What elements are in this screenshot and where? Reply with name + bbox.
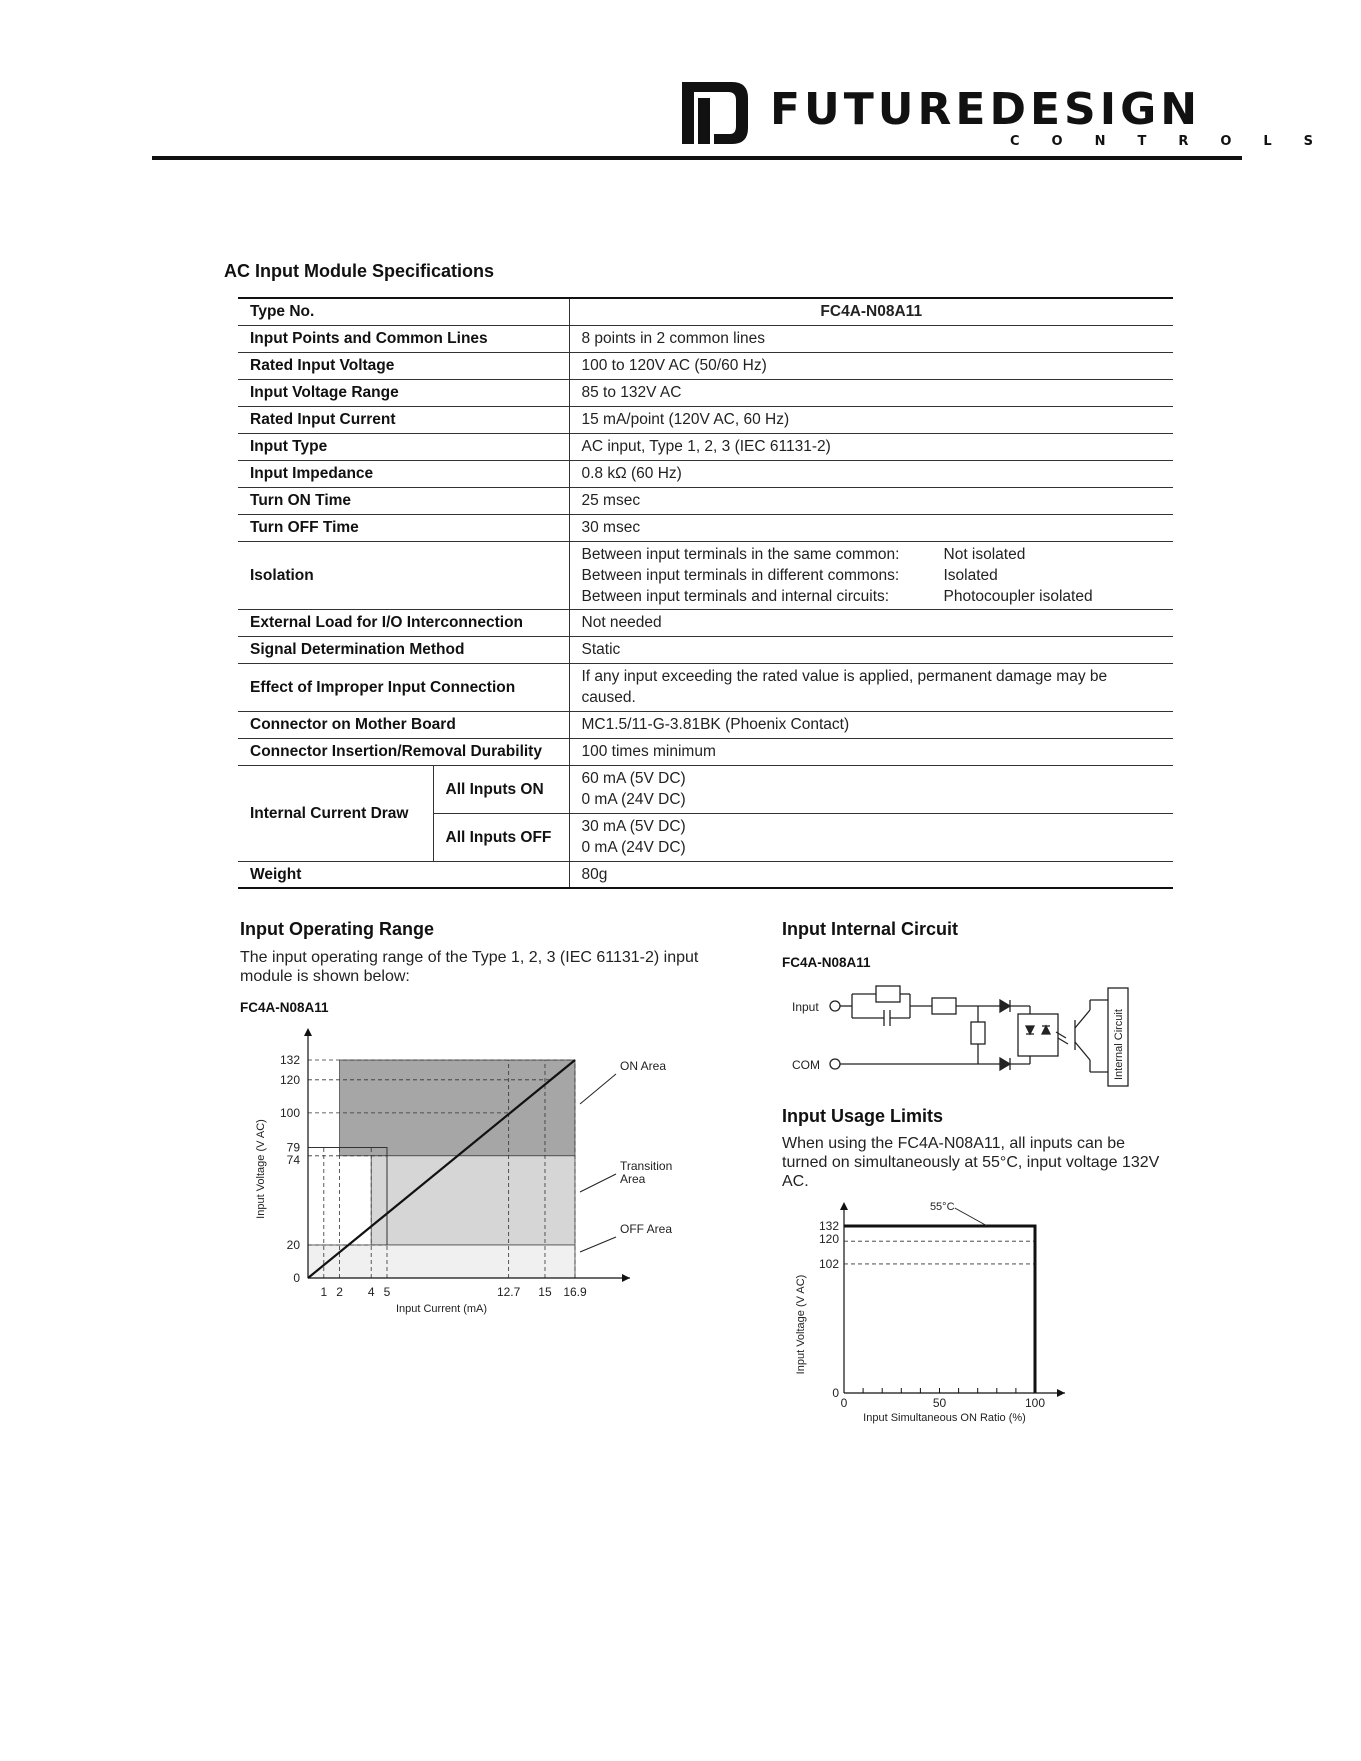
isolation-condition: Between input terminals in the same common: [581,545,900,563]
diode-icon [1000,1000,1010,1012]
input-terminal-icon [830,1001,840,1011]
led-icon [1026,1026,1034,1034]
y-tick-label: 74 [286,1152,300,1167]
current-draw-value: 0 mA (24V DC) [581,839,686,856]
spec-value: Not needed [569,609,1173,636]
isolation-condition: Between input terminals and internal circuits: [581,587,890,605]
y-axis-arrow-icon [304,1028,312,1036]
table-row [238,352,1173,379]
region-leader [580,1174,616,1192]
spec-label: Rated Input Voltage [238,352,569,379]
table-row [238,379,1173,406]
internal-circuit-diagram [790,980,1130,1095]
y-tick-label: 132 [279,1053,300,1067]
isolation-condition: Between input terminals in different commons: [581,566,900,584]
x-axis-arrow-icon [622,1274,630,1282]
region-label: OFF Area [620,1222,673,1236]
table-row [238,325,1173,352]
spec-value: 100 times minimum [569,738,1173,765]
region-label: Transition [620,1159,673,1173]
temperature-annotation: 55°C [929,1201,955,1213]
spec-value: 15 mA/point (120V AC, 60 Hz) [569,406,1173,433]
spec-label: Input Points and Common Lines [238,325,569,352]
spec-label: Type No. [238,298,569,325]
region-label: Area [620,1172,646,1186]
usage-limits-text: When using the FC4A-N08A11, all inputs can be turned on simultaneously at 55°C, input voltage 132V AC. [782,1135,1160,1190]
y-axis-arrow-icon [840,1202,848,1210]
table-row [238,636,1173,663]
table-row [238,541,1173,609]
x-tick-label: 4 [367,1285,375,1299]
spec-label: Isolation [238,541,569,609]
current-draw-off-label: All Inputs OFF [433,813,569,861]
x-tick-label: 16.9 [563,1285,587,1299]
y-tick-label: 20 [286,1237,300,1252]
brand-subtitle: CONTROLS [1010,134,1346,149]
spec-value: FC4A-N08A11 [569,298,1173,325]
x-tick-label: 50 [932,1396,947,1410]
y-tick-label: 100 [279,1105,300,1120]
spec-label: Connector on Mother Board [238,711,569,738]
shunt-resistor-icon [971,1022,985,1044]
spec-value: 85 to 132V AC [569,379,1173,406]
y-tick-label: 79 [286,1140,300,1155]
y-tick-label: 0 [832,1386,839,1400]
internal-circuit-model: FC4A-N08A11 [782,955,871,970]
y-axis-label: Input Voltage (V AC) [255,1119,267,1219]
spec-value: 100 to 120V AC (50/60 Hz) [569,352,1173,379]
usage-limits-chart [790,1200,1090,1450]
internal-circuit-label: Internal Circuit [1113,1009,1125,1080]
table-row [238,609,1173,636]
spec-label: Turn ON Time [238,487,569,514]
x-tick-label: 5 [383,1285,391,1299]
table-row [238,298,1173,325]
region-leader [580,1074,616,1104]
x-tick-label: 1 [320,1285,328,1299]
logo-mark-icon [680,78,750,146]
annotation-leader [955,1208,987,1226]
y-tick-label: 120 [818,1232,839,1247]
isolation-result: Photocoupler isolated [943,587,1093,605]
table-row [238,460,1173,487]
table-row [238,487,1173,514]
spec-value: 25 msec [569,487,1173,514]
table-row [238,738,1173,765]
current-draw-value: 60 mA (5V DC) [581,770,686,787]
spec-label: Effect of Improper Input Connection [238,663,569,711]
limit-line [844,1226,1035,1393]
region-leader [580,1237,616,1252]
operating-range-title: Input Operating Range [240,919,435,939]
table-row [238,711,1173,738]
internal-circuit-title: Input Internal Circuit [782,919,959,939]
table-row [238,765,1173,813]
header-divider [152,156,1242,160]
spec-label: Input Impedance [238,460,569,487]
x-tick-label: 15 [538,1285,552,1299]
y-tick-label: 0 [293,1271,300,1285]
table-row [238,861,1173,888]
x-axis-label: Input Simultaneous ON Ratio (%) [863,1412,1026,1424]
x-tick-label: 2 [336,1285,343,1299]
current-draw-value: 30 mA (5V DC) [581,818,686,835]
spec-label: Input Voltage Range [238,379,569,406]
spec-label: Weight [238,861,569,888]
spec-value: 30 msec [569,514,1173,541]
region-0 [340,1060,575,1156]
spec-value: If any input exceeding the rated value is applied, permanent damage may be caused. [569,663,1173,711]
operating-range-text: The input operating range of the Type 1, 2, 3 (IEC 61131-2) input module is shown below: [240,949,699,985]
spec-section-title: AC Input Module Specifications [224,261,495,281]
spec-label: Turn OFF Time [238,514,569,541]
table-row [238,433,1173,460]
spec-label: Input Type [238,433,569,460]
com-terminal-icon [830,1059,840,1069]
spec-value: 80g [569,861,1173,888]
resistor-icon [876,986,900,1002]
spec-value: MC1.5/11-G-3.81BK (Phoenix Contact) [569,711,1173,738]
table-row [238,406,1173,433]
table-row [238,663,1173,711]
y-tick-label: 132 [818,1219,839,1233]
spec-value: 8 points in 2 common lines [569,325,1173,352]
isolation-result: Not isolated [943,545,1026,563]
spec-label: Internal Current Draw [238,765,433,861]
series-resistor-icon [932,998,956,1014]
spec-label: Rated Input Current [238,406,569,433]
y-tick-label: 102 [818,1256,839,1271]
region-2 [308,1245,575,1278]
x-axis-label: Input Current (mA) [395,1303,488,1315]
y-tick-label: 120 [279,1072,300,1087]
spec-value: Static [569,636,1173,663]
spec-label: Signal Determination Method [238,636,569,663]
usage-limits-title: Input Usage Limits [782,1106,944,1126]
y-axis-label: Input Voltage (V AC) [795,1274,807,1375]
spec-table [238,297,1173,889]
spec-label: External Load for I/O Interconnection [238,609,569,636]
input-label: Input [792,1000,819,1014]
isolation-result: Isolated [943,566,998,584]
operating-range-model: FC4A-N08A11 [240,1000,329,1015]
operating-range-chart [250,1020,690,1330]
current-draw-value: 0 mA (24V DC) [581,791,686,808]
company-logo [680,78,1346,149]
spec-value: 0.8 kΩ (60 Hz) [569,460,1173,487]
current-draw-on-values [569,765,1173,813]
current-draw-on-label: All Inputs ON [433,765,569,813]
isolation-value [569,541,1173,609]
x-tick-label: 12.7 [496,1285,521,1299]
x-tick-label: 100 [1024,1396,1046,1410]
spec-label: Connector Insertion/Removal Durability [238,738,569,765]
brand-name: FUTUREDESIGN [770,84,1202,135]
region-label: ON Area [620,1059,667,1073]
x-axis-arrow-icon [1057,1389,1065,1397]
spec-value: AC input, Type 1, 2, 3 (IEC 61131-2) [569,433,1173,460]
current-draw-off-values [569,813,1173,861]
table-row [238,514,1173,541]
x-tick-label: 0 [840,1396,848,1410]
com-label: COM [792,1058,820,1072]
